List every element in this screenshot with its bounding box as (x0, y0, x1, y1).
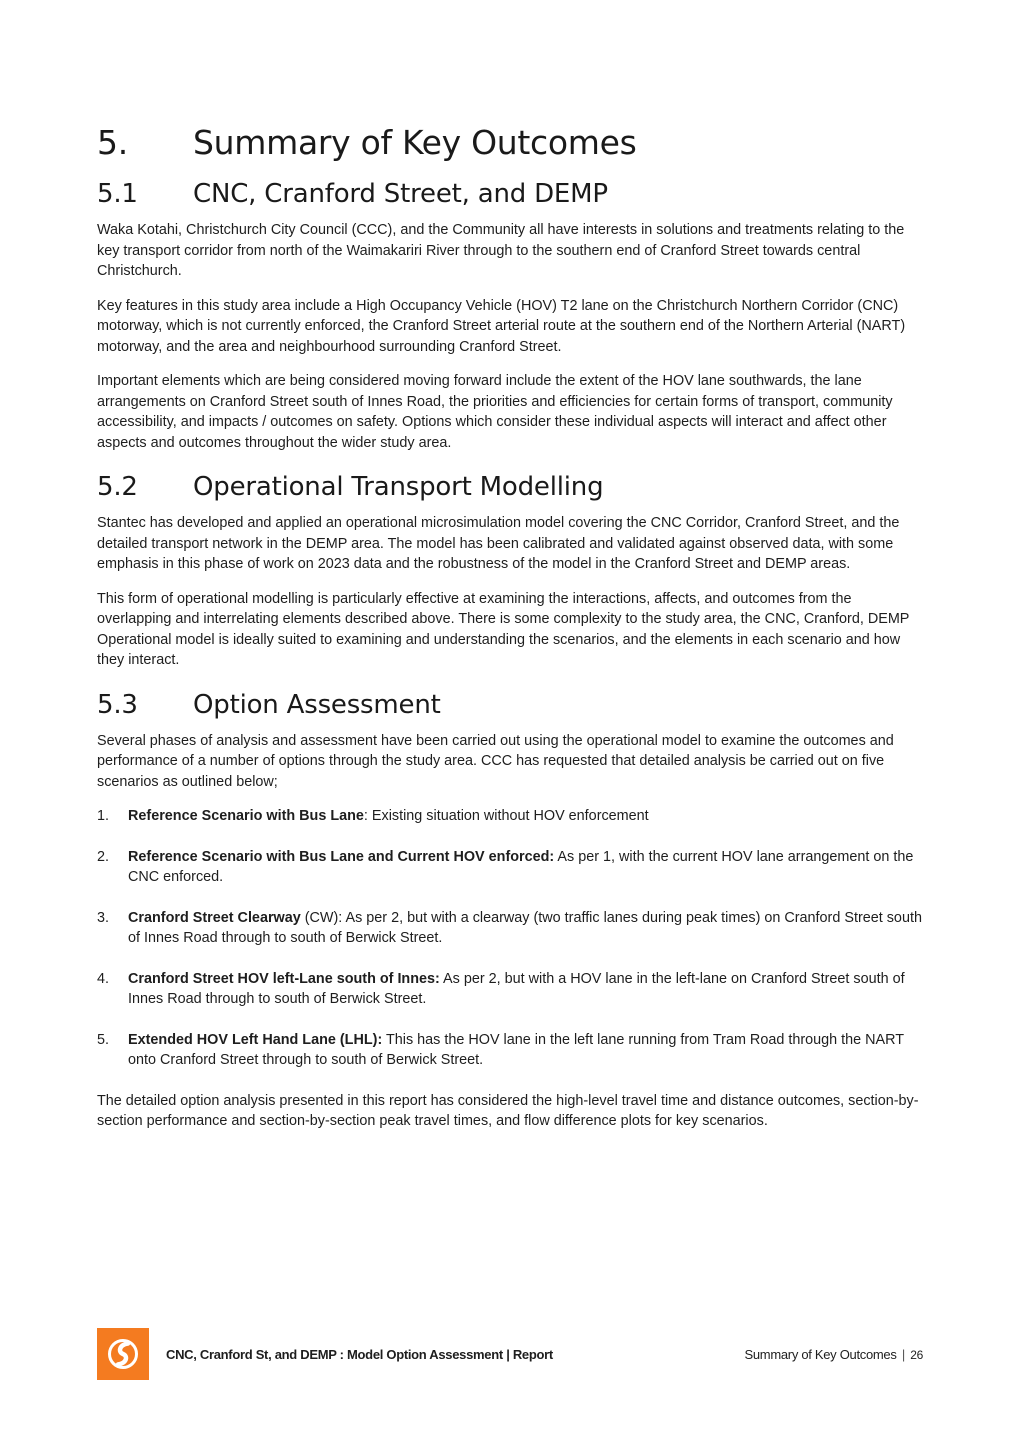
stantec-logo-icon (97, 1328, 149, 1380)
scenario-list (97, 806, 929, 1071)
list-item (97, 908, 929, 949)
footer-page-info (745, 1347, 924, 1362)
list-item-bold: Cranford Street HOV left-Lane south of Innes: (128, 970, 440, 987)
paragraph: Waka Kotahi, Christchurch City Council (CCC), and the Community all have interests in solutions and treatments relating to the key transport corridor from north of the Waimakariri River through to the southern end of Cranford Street towards central Christchurch. (97, 222, 905, 279)
list-item (97, 847, 929, 888)
footer-report-title: CNC, Cranford St, and DEMP : Model Option Assessment | Report (166, 1347, 553, 1362)
list-item (97, 1030, 929, 1071)
list-item-bold: Reference Scenario with Bus Lane (128, 808, 364, 824)
list-item-rest: (CW): As per 2, but with a clearway (two traffic lanes during peak times) on Cranford Street south of Innes Road through to south of Berwick Street. (128, 909, 922, 946)
paragraph-closing: The detailed option analysis presented in this report has considered the high-level travel time and distance outcomes, section-by-section performance and section-by-section peak travel times, and flow difference plots for key scenarios. (97, 1092, 919, 1129)
section-title: CNC, Cranford Street, and DEMP (193, 179, 608, 209)
list-text (128, 847, 929, 888)
paragraph: Key features in this study area include a High Occupancy Vehicle (HOV) T2 lane on the Christchurch Northern Corridor (CNC) motorway, which is not currently enforced, the Cranford Street arterial route at the southern end of the Northern Arterial (NART) motorway, and the area and neighbourhood surrounding Cranford Street. (97, 297, 906, 355)
footer-separator: | (901, 1347, 905, 1362)
page-content (97, 118, 929, 1146)
list-item-bold: Reference Scenario with Bus Lane and Current HOV enforced: (128, 848, 555, 865)
paragraph-intro: Several phases of analysis and assessment have been carried out using the operational model to examine the outcomes and performance of a number of options through the study area. CCC has requested that detailed analysis be carried out on five scenarios as outlined below; (97, 732, 894, 790)
list-item-rest: This has the HOV lane in the left lane running from Tram Road through the NART onto Cranford Street through to south of Berwick Street. (128, 1031, 904, 1068)
paragraph: Stantec has developed and applied an operational microsimulation model covering the CNC Corridor, Cranford Street, and the detailed transport network in the DEMP area. The model has been calibrated and validated against observed data, with some emphasis in this phase of work on 2023 data and the robustness of the model in the Cranford Street and DEMP areas. (97, 515, 900, 572)
chapter-heading (97, 118, 929, 168)
list-text (128, 969, 929, 1010)
list-index: 3. (97, 909, 110, 926)
list-item (97, 806, 929, 827)
list-text (128, 1030, 929, 1071)
section-heading-5-1 (97, 174, 929, 214)
list-item (97, 969, 929, 1010)
list-item-bold: Extended HOV Left Hand Lane (LHL): (128, 1031, 383, 1048)
section-number: 5.3 (97, 689, 138, 720)
list-index: 1. (97, 808, 110, 824)
list-item-bold: Cranford Street Clearway (128, 909, 301, 926)
paragraph: This form of operational modelling is particularly effective at examining the interactions, affects, and outcomes from the overlapping and interrelating elements described above. There is some complexity to the study area, the CNC, Cranford, DEMP Operational model is ideally suited to examining and understanding the scenarios, and the elements in each scenario and how they interact. (97, 590, 910, 668)
section-title: Operational Transport Modelling (193, 472, 604, 502)
logo-mark (97, 1328, 149, 1380)
page-footer (97, 1328, 923, 1380)
chapter-title: Summary of Key Outcomes (193, 123, 637, 162)
list-item-rest: As per 1, with the current HOV lane arrangement on the CNC enforced. (128, 848, 914, 885)
list-text (128, 908, 929, 949)
chapter-number: 5. (97, 123, 128, 162)
section-heading-5-3 (97, 685, 929, 725)
list-item-rest: As per 2, but with a HOV lane in the left-lane on Cranford Street south of Innes Road through to south of Berwick Street. (128, 970, 905, 1007)
list-index: 5. (97, 1031, 110, 1048)
list-index: 4. (97, 970, 110, 987)
section-title: Option Assessment (193, 689, 441, 720)
page-number: 26 (910, 1348, 923, 1362)
section-heading-5-2 (97, 467, 929, 507)
list-text (128, 806, 929, 827)
list-item-rest: : Existing situation without HOV enforcement (363, 808, 649, 824)
paragraph: Important elements which are being considered moving forward include the extent of the HOV lane southwards, the lane arrangements on Cranford Street south of Innes Road, the priorities and efficiencies for certain forms of transport, community accessibility, and impacts / outcomes on safety. Options which consider these individual aspects will interact and affect other aspects and outcomes throughout the wider study area. (97, 373, 893, 451)
section-number: 5.2 (97, 472, 138, 502)
list-index: 2. (97, 848, 110, 865)
section-number: 5.1 (97, 179, 138, 209)
footer-section-name: Summary of Key Outcomes (744, 1347, 897, 1362)
